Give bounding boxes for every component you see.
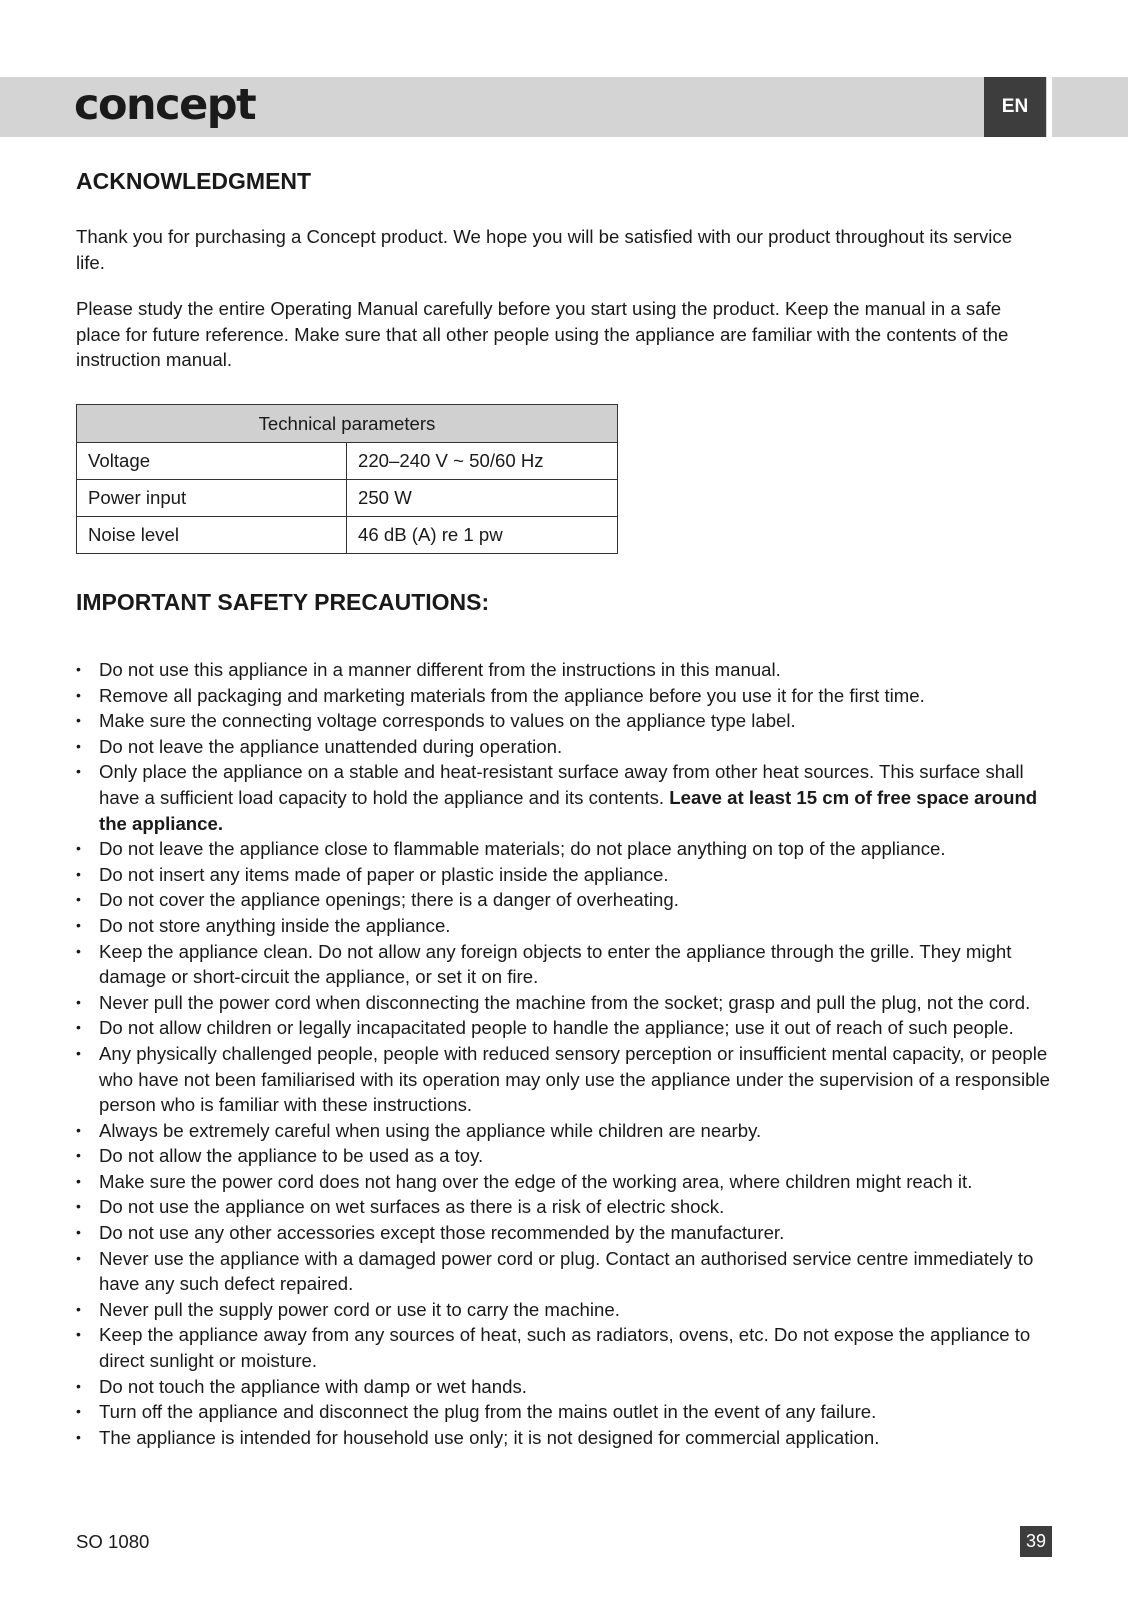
brand-logo: concept bbox=[74, 80, 256, 130]
model-number: SO 1080 bbox=[76, 1531, 150, 1552]
list-item: • Turn off the appliance and disconnect the plug from the mains outlet in the event of any failure. bbox=[76, 1399, 1056, 1425]
param-label: Power input bbox=[77, 480, 347, 517]
list-item: • Do not use the appliance on wet surfaces as there is a risk of electric shock. bbox=[76, 1194, 1056, 1220]
acknowledgment-paragraph-2: Please study the entire Operating Manual carefully before you start using the product. Keep the manual in a safe place for future reference. Make sure that all other people using the appliance are familiar with the contents of the instruction manual. bbox=[76, 298, 1009, 370]
list-item: • Only place the appliance on a stable and heat-resistant surface away from other heat sources. This surface shall have a sufficient load capacity to hold the appliance and its contents. Leave at least 15 cm of free space around the appliance. bbox=[76, 759, 1056, 836]
list-item: • Remove all packaging and marketing materials from the appliance before you use it for the first time. bbox=[76, 683, 1056, 709]
technical-parameters-table bbox=[76, 404, 618, 554]
list-item: • Always be extremely careful when using the appliance while children are nearby. bbox=[76, 1118, 1056, 1144]
list-item: • Do not allow the appliance to be used as a toy. bbox=[76, 1143, 1056, 1169]
safety-list bbox=[76, 657, 1056, 1450]
list-item: • Never pull the supply power cord or use it to carry the machine. bbox=[76, 1297, 1056, 1323]
list-item: • Never pull the power cord when disconnecting the machine from the socket; grasp and pull the plug, not the cord. bbox=[76, 990, 1056, 1016]
table-row bbox=[77, 480, 618, 517]
list-item: • Do not use any other accessories except those recommended by the manufacturer. bbox=[76, 1220, 1056, 1246]
list-item: • Keep the appliance away from any sources of heat, such as radiators, ovens, etc. Do not expose the appliance to direct sunlight or moisture. bbox=[76, 1322, 1056, 1373]
table-row bbox=[77, 517, 618, 554]
language-badge: EN bbox=[984, 77, 1046, 137]
list-item: • Do not insert any items made of paper or plastic inside the appliance. bbox=[76, 862, 1056, 888]
table-row bbox=[77, 443, 618, 480]
page-number: 39 bbox=[1020, 1526, 1052, 1557]
list-item: • Do not allow children or legally incapacitated people to handle the appliance; use it out of reach of such people. bbox=[76, 1015, 1056, 1041]
list-item: • Make sure the connecting voltage corresponds to values on the appliance type label. bbox=[76, 708, 1056, 734]
list-item: • Do not store anything inside the appliance. bbox=[76, 913, 1056, 939]
safety-title: IMPORTANT SAFETY PRECAUTIONS: bbox=[76, 589, 490, 615]
header-divider bbox=[1047, 77, 1052, 137]
param-label: Voltage bbox=[77, 443, 347, 480]
acknowledgment-title: ACKNOWLEDGMENT bbox=[76, 168, 312, 194]
list-item: • Make sure the power cord does not hang over the edge of the working area, where children might reach it. bbox=[76, 1169, 1056, 1195]
list-item: • Do not leave the appliance unattended during operation. bbox=[76, 734, 1056, 760]
param-value: 250 W bbox=[347, 480, 618, 517]
list-item: • Do not use this appliance in a manner different from the instructions in this manual. bbox=[76, 657, 1056, 683]
bold-emphasis: Leave at least 15 cm of free space around the appliance. bbox=[99, 786, 1038, 834]
list-item: • Do not cover the appliance openings; there is a danger of overheating. bbox=[76, 887, 1056, 913]
list-item: • Do not leave the appliance close to flammable materials; do not place anything on top of the appliance. bbox=[76, 836, 1056, 862]
param-label: Noise level bbox=[77, 517, 347, 554]
list-item: • Any physically challenged people, people with reduced sensory perception or insufficient mental capacity, or people who have not been familiarised with its operation may only use the appliance under the supervision of a responsible person who is familiar with these instructions. bbox=[76, 1041, 1056, 1118]
acknowledgment-paragraph-1: Thank you for purchasing a Concept product. We hope you will be satisfied with our product throughout its service life. bbox=[76, 226, 1013, 273]
list-item: • Keep the appliance clean. Do not allow any foreign objects to enter the appliance through the grille. They might damage or short-circuit the appliance, or set it on fire. bbox=[76, 939, 1056, 990]
param-value: 46 dB (A) re 1 pw bbox=[347, 517, 618, 554]
list-item: • The appliance is intended for household use only; it is not designed for commercial application. bbox=[76, 1425, 1056, 1451]
param-value: 220–240 V ~ 50/60 Hz bbox=[347, 443, 618, 480]
list-item: • Do not touch the appliance with damp or wet hands. bbox=[76, 1374, 1056, 1400]
table-header: Technical parameters bbox=[77, 405, 618, 443]
list-item: • Never use the appliance with a damaged power cord or plug. Contact an authorised service centre immediately to have any such defect repaired. bbox=[76, 1246, 1056, 1297]
